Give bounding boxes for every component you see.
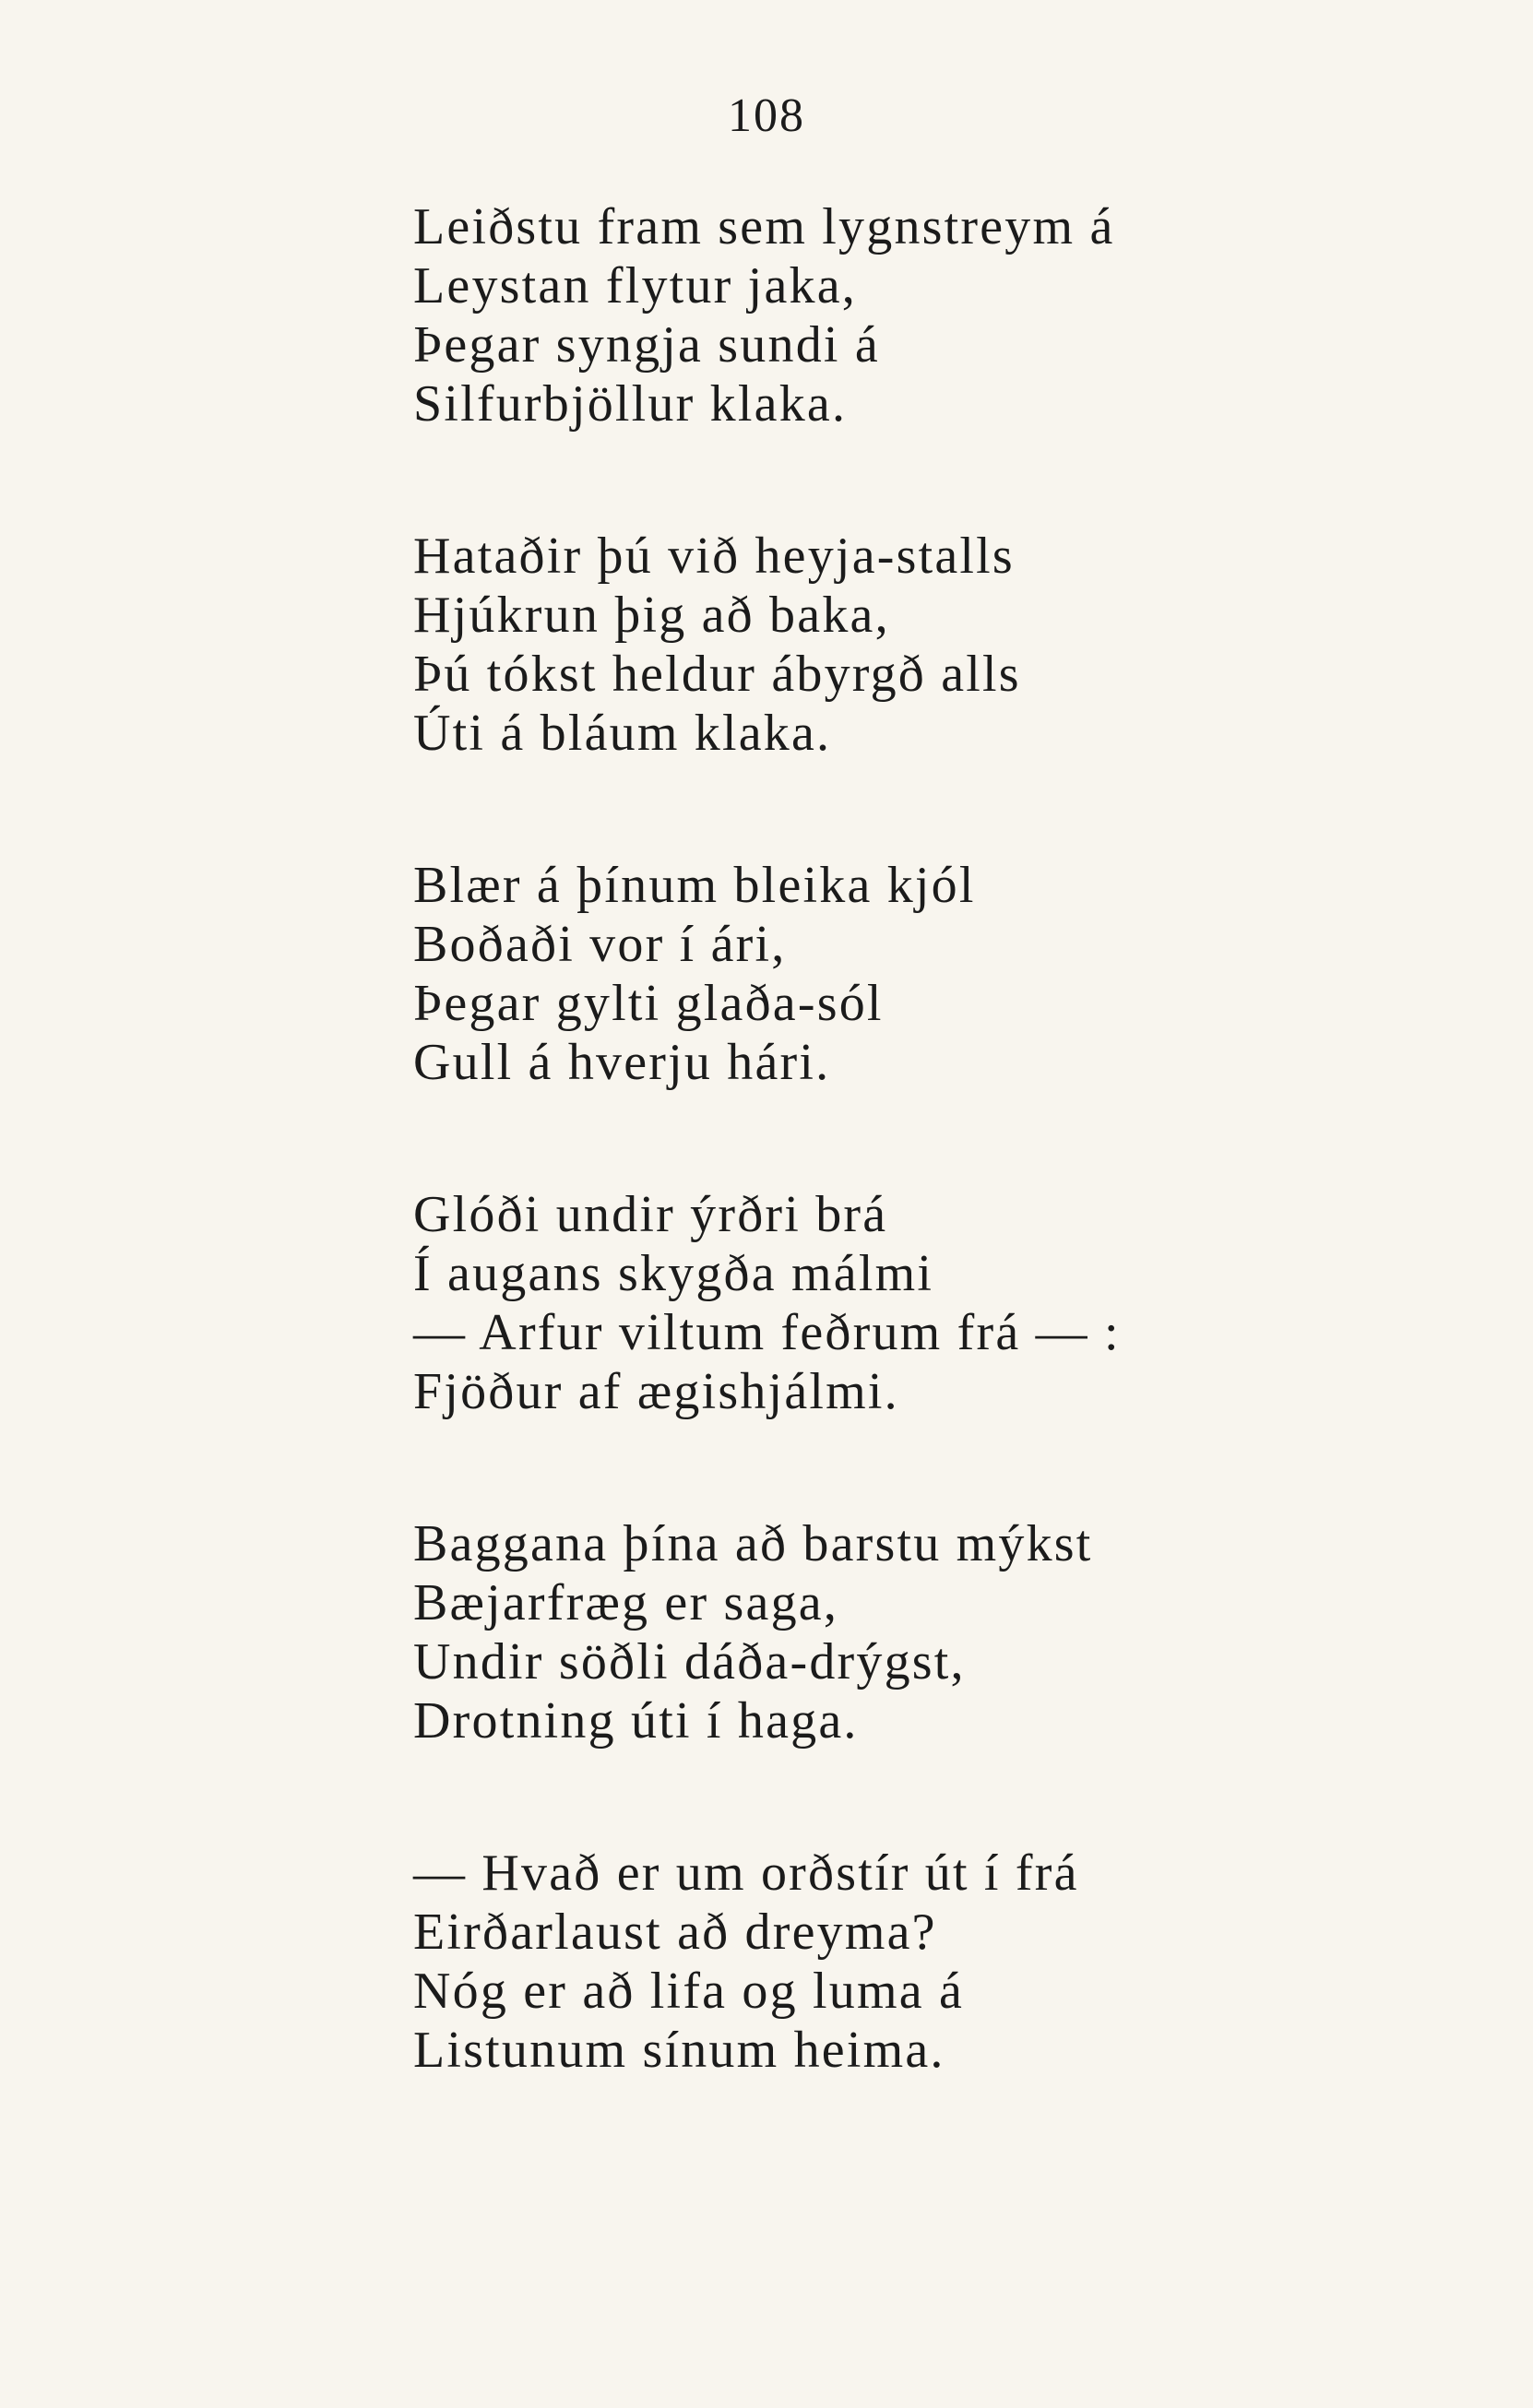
poem-line: Boðaði vor í ári, (413, 916, 787, 973)
poem (413, 197, 1428, 2173)
stanza (413, 1514, 1428, 1750)
poem-line: Hjúkrun þig að baka, (413, 587, 890, 644)
poem-line: Þegar syngja sundi á (413, 316, 880, 374)
poem-line: Undir söðli dáða-drýgst, (413, 1633, 966, 1690)
poem-line: Glóði undir ýrðri brá (413, 1186, 888, 1243)
poem-line: Úti á bláum klaka. (413, 705, 832, 762)
poem-line: Í augans skygða málmi (413, 1245, 934, 1302)
poem-line: Blær á þínum bleika kjól (413, 857, 976, 914)
poem-line: Fjöður af ægishjálmi. (413, 1363, 899, 1420)
poem-line: Þú tókst heldur ábyrgð alls (413, 646, 1021, 703)
poem-line: Eirðarlaust að dreyma? (413, 1904, 937, 1961)
poem-line: Silfurbjöllur klaka. (413, 375, 848, 433)
stanza (413, 1185, 1428, 1421)
poem-line: — Hvað er um orðstír út í frá (413, 1845, 1079, 1902)
stanza (413, 856, 1428, 1092)
stanza (413, 197, 1428, 433)
poem-line: Leiðstu fram sem lygnstreym á (413, 198, 1115, 255)
poem-line: Baggana þína að barstu mýkst (413, 1515, 1093, 1572)
poem-line: Gull á hverju hári. (413, 1034, 831, 1091)
stanza (413, 527, 1428, 763)
poem-line: Bæjarfræg er saga, (413, 1574, 839, 1631)
poem-line: Drotning úti í haga. (413, 1692, 859, 1750)
poem-line: Listunum sínum heima. (413, 2022, 945, 2079)
stanza (413, 1844, 1428, 2080)
poem-line: Þegar gylti glaða-sól (413, 975, 884, 1032)
poem-line: Nóg er að lifa og luma á (413, 1963, 965, 2020)
poem-line: — Arfur viltum feðrum frá — : (413, 1304, 1121, 1361)
poem-line: Leystan flytur jaka, (413, 257, 857, 314)
page-number: 108 (728, 89, 805, 142)
poem-line: Hataðir þú við heyja-stalls (413, 528, 1015, 585)
